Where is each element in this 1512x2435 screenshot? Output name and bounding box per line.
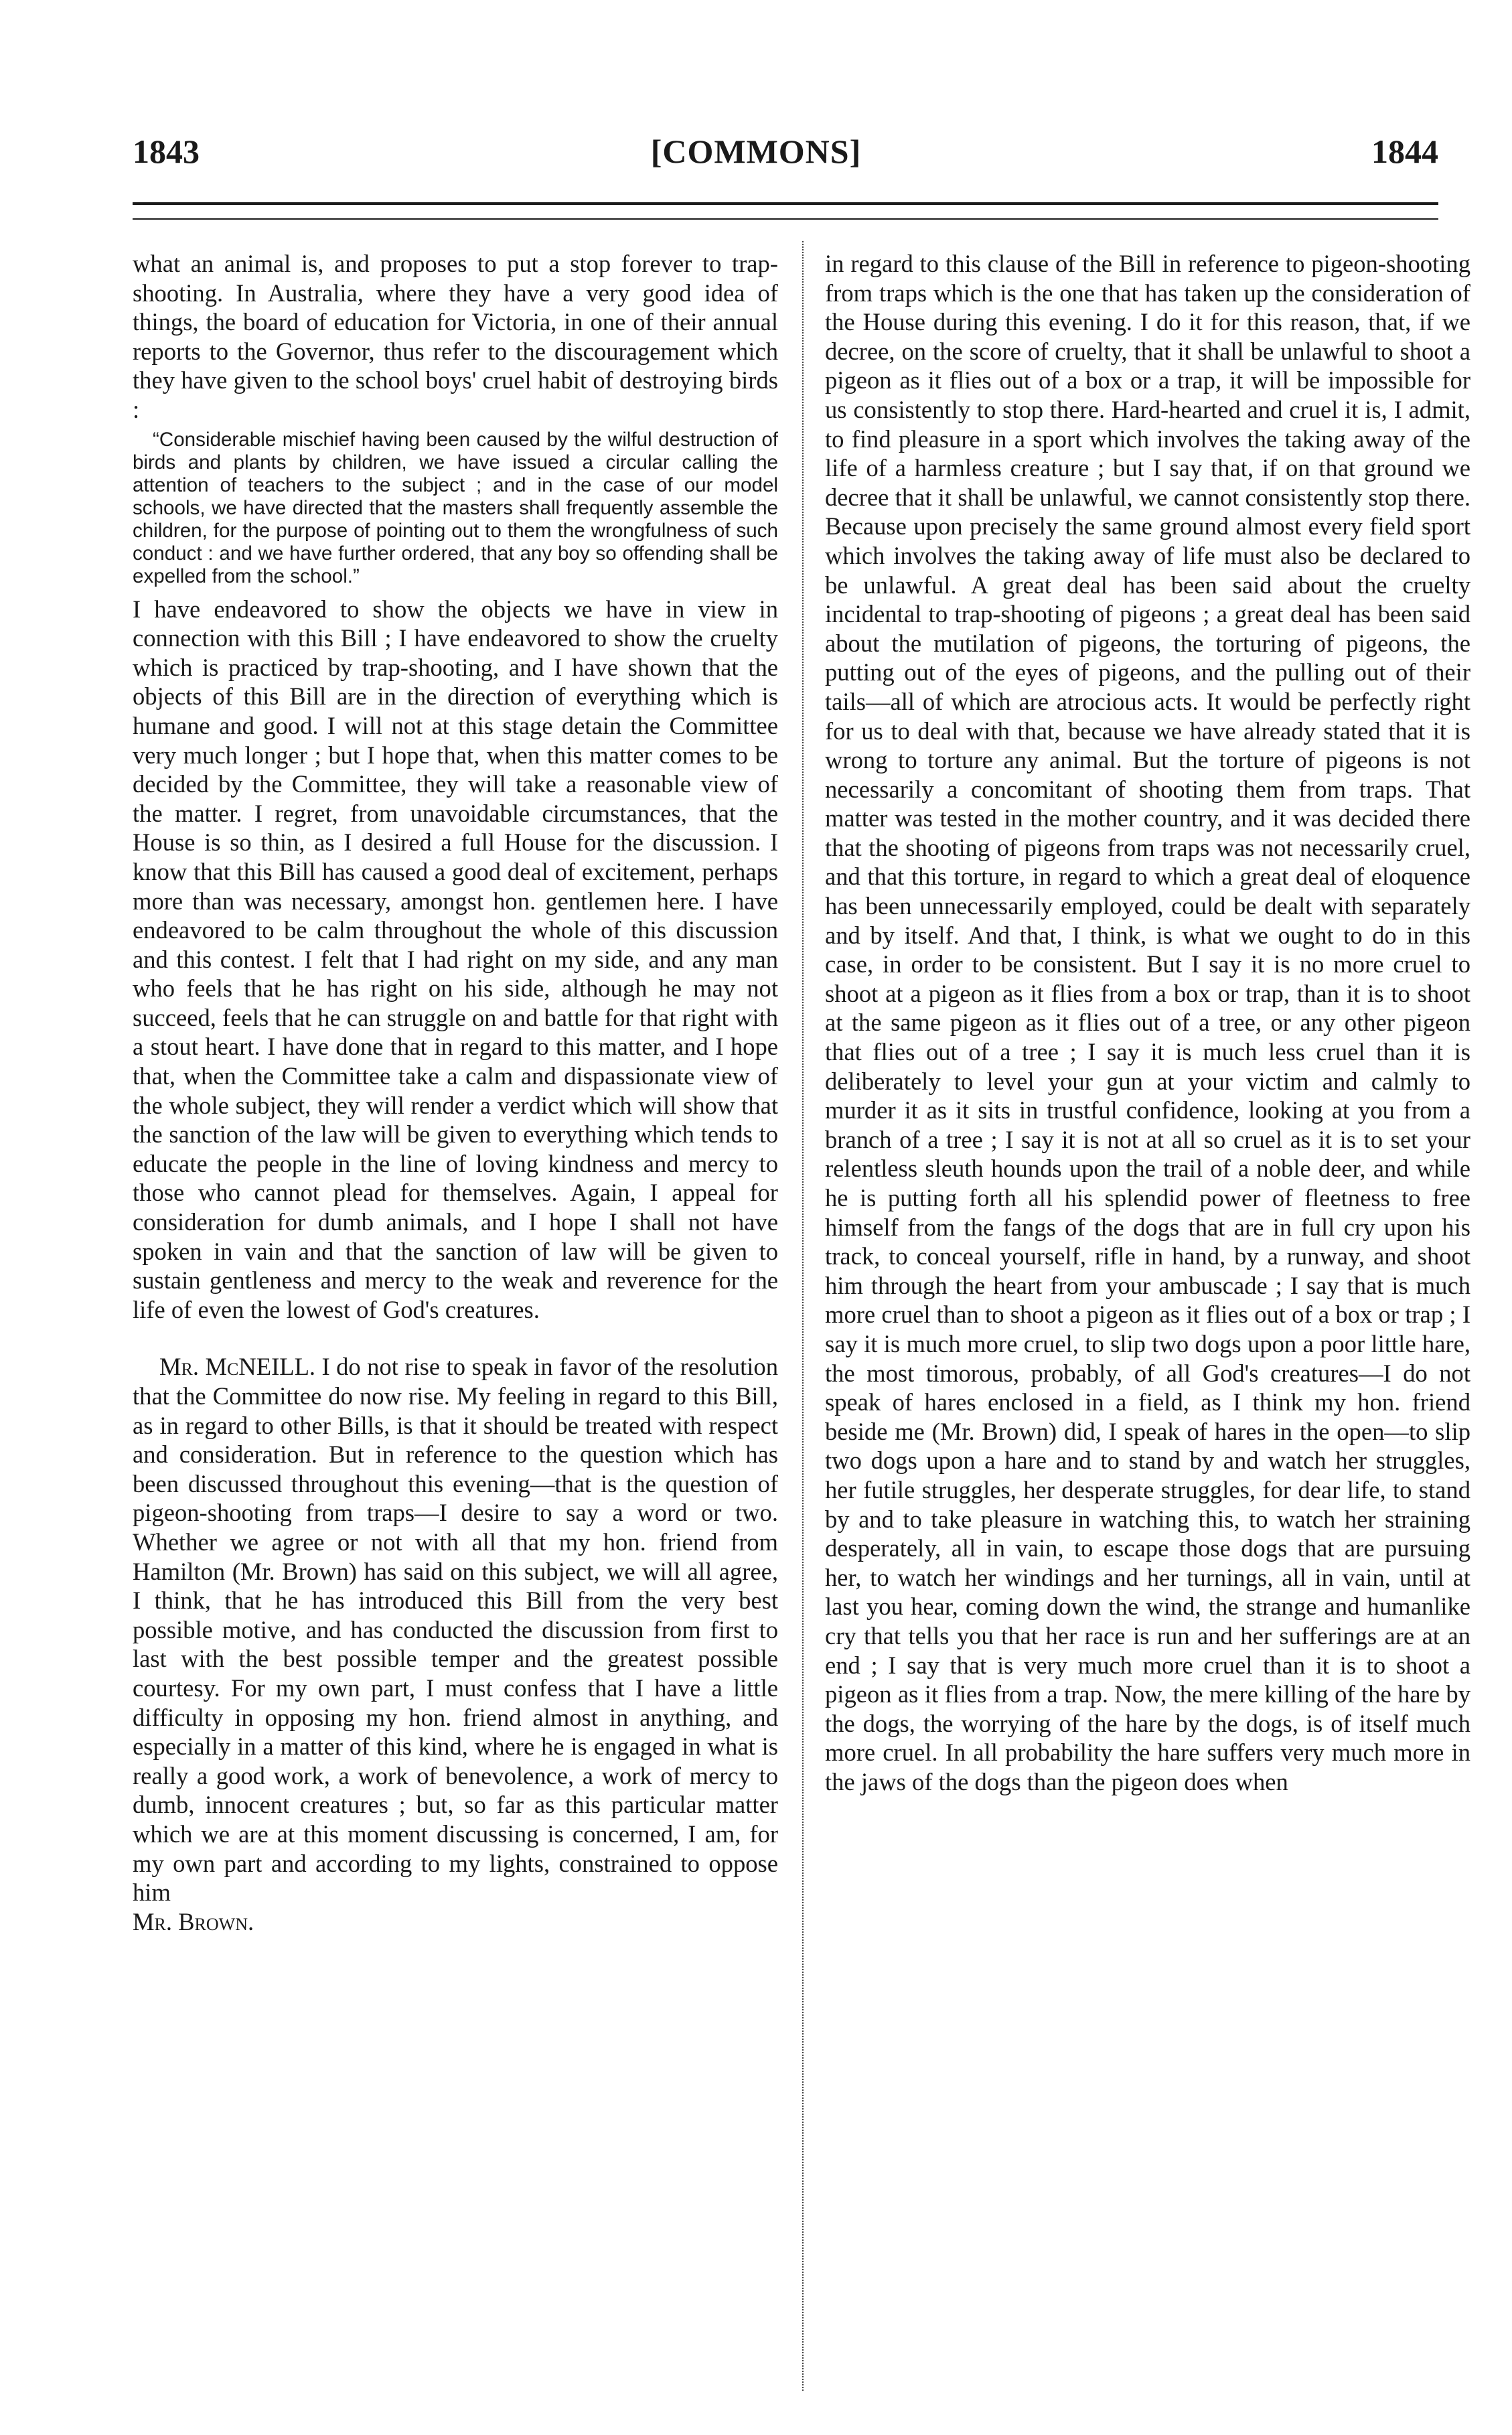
column-divider [802,241,804,2391]
catchword: Mr. Brown. [133,1907,254,1935]
left-paragraph-1: what an animal is, and proposes to put a stop forever to trap-shooting. In Australia, where they have a very good idea of things, the board of education for Victoria, in one of their annual reports to the Governor, thus refer to the discouragement which they have given to the school boys' cruel habit of destroying birds : [133,250,778,423]
right-column [825,249,1470,2419]
right-paragraph-1: in regard to this clause of the Bill in reference to pigeon-shooting from traps which is the one that has taken up the consideration of the House during this evening. I do it for this reason, that, if we decree, on the score of cruelty, that it shall be unlawful to shoot a pigeon as it flies out of a box or a trap, it will be impossible for us consistently to stop there. Hard-hearted and cruel it is, I admit, to find pleasure in a sport which involves the taking away of the life of a harmless creature ; but I say that, if on that ground we decree that it shall be unlawful, we cannot consistently stop there. Because upon precisely the same ground almost every field sport which involves the taking away of life must also be declared to be unlawful. A great deal has been said about the cruelty incidental to trap-shooting of pigeons ; a great deal has been said about the mutilation of pigeons, the torturing of pigeons, the putting out of the eyes of pigeons, and the pulling out of their tails—all of which are atrocious acts. It would be perfectly right for us to deal with that, because we have already stated that it is wrong to torture any animal. But the torture of pigeons is not necessarily a concomitant of shooting them from traps. That matter was tested in the mother country, and it was decided there that the shooting of pigeons from traps was not necessarily cruel, and that this torture, in regard to which a great deal of eloquence has been unnecessarily employed, could be dealt with separately and by itself. And that, I think, is what we ought to do in this case, in order to be consistent. But I say it is no more cruel to shoot at a pigeon as it flies from a box or trap, than it is to shoot at the same pigeon as it flies out of a tree, or any other pigeon that flies out of a tree ; I say it is much less cruel than it is deliberately to level your gun at your victim and calmly to murder it as it sits in trustful confidence, looking at you from a branch of a tree ; I say it is not at all so cruel as it is to set your relentless sleuth hounds upon the trail of a noble deer, and while he is putting forth all his splendid power of fleetness to free himself from the fangs of the dogs that are in full cry upon his track, to conceal yourself, rifle in hand, by a runway, and shoot him through the heart from your ambuscade ; I say that is much more cruel than to shoot a pigeon as it flies out of a box or trap ; I say it is much more cruel, to slip two dogs upon a poor little hare, the most timorous, probably, of all God's creatures—I do not speak of hares enclosed in a field, as I think my hon. friend beside me (Mr. Brown) did, I speak of hares in the open—to slip two dogs upon a hare and to stand by and watch her struggles, her futile struggles, her desperate struggles, for dear life, to stand by and to take pleasure in watching this, to watch her straining desperately, all in vain, to escape those dogs that are pursuing her, to watch her windings and her turnings, all in vain, until at last you hear, coming down the wind, the strange and humanlike cry that tells you that her race is run and her sufferings are at an end ; I say that is very much more cruel than it is to shoot a pigeon as it flies from a trap. Now, the mere killing of the hare by the dogs, the worrying of the hare by the dogs, is of itself much more cruel. In all probability the hare suffers very much more in the jaws of the dogs than the pigeon does when [825,250,1470,1795]
quoted-report: “Considerable mischief having been caused by the wilful destruction of birds and plants by children, we have issued a circular calling the attention of teachers to the subject ; and in the case of our model schools, we have directed that the masters shall frequently assemble the children, for the purpose of pointing out to them the wrongfulness of such conduct : and we have further ordered, that any boy so offending shall be expelled from the school.” [133,428,778,587]
header-rule-thick [133,202,1438,205]
left-column [133,249,778,2419]
page-header [0,0,1512,201]
left-paragraph-2: I have endeavored to show the objects we have in view in connection with this Bill ; I have endeavored to show the cruelty which is practiced by trap-shooting, and I have shown that the objects of this Bill are in the direction of everything which is humane and good. I will not at this stage detain the Committee very much longer ; but I hope that, when this matter comes to be decided by the Committee, they will take a reasonable view of the matter. I regret, from unavoidable circumstances, that the House is so thin, as I desired a full House for the discussion. I know that this Bill has caused a good deal of excitement, perhaps more than was necessary, amongst hon. gentlemen here. I have endeavored to be calm throughout the whole of this discussion and this contest. I felt that I had right on my side, and any man who feels that he has right on his side, although he may not succeed, feels that he can struggle on and battle for that right with a stout heart. I have done that in regard to this matter, and I hope that, when the Committee take a calm and dispassionate view of the whole subject, they will render a verdict which will show that the sanction of the law will be given to everything which tends to educate the people in the line of loving kindness and mercy to those who cannot plead for themselves. Again, I appeal for consideration for dumb animals, and I hope I shall not have spoken in vain and that the sanction of law will be given to sustain gentleness and mercy to the weak and reverence for the life of even the lowest of God's creatures. [133,595,778,1323]
speech-mcneill [133,1352,778,1907]
speech-text: I do not rise to speak in favor of the resolution that the Committee do now rise. My feeling in regard to this Bill, as in regard to other Bills, is that it should be treated with respect and consideration. But in reference to the question which has been discussed throughout this evening—that is the question of pigeon-shooting from traps—I desire to say a word or two. Whether we agree or not with all that my hon. friend from Hamilton (Mr. Brown) has said on this subject, we will all agree, I think, that he has introduced this Bill from the very best possible motive, and has conducted the discussion from first to last with the best possible temper and the greatest possible courtesy. For my own part, I must confess that I have a little difficulty in opposing my hon. friend almost in anything, and especially in a matter of this kind, where he is engaged in what is really a good work, a work of benevolence, a work of mercy to dumb, innocent creatures ; but, so far as this particular matter which we are at this moment discussing is concerned, I am, for my own part and according to my lights, constrained to oppose him [133,1353,778,1907]
speaker-name: Mr. McNEILL. [159,1353,316,1381]
right-page-number: 1844 [1371,133,1438,170]
header-rule-thin [133,218,1438,220]
running-head: [COMMONS] [650,133,862,170]
left-page-number: 1843 [133,133,200,170]
